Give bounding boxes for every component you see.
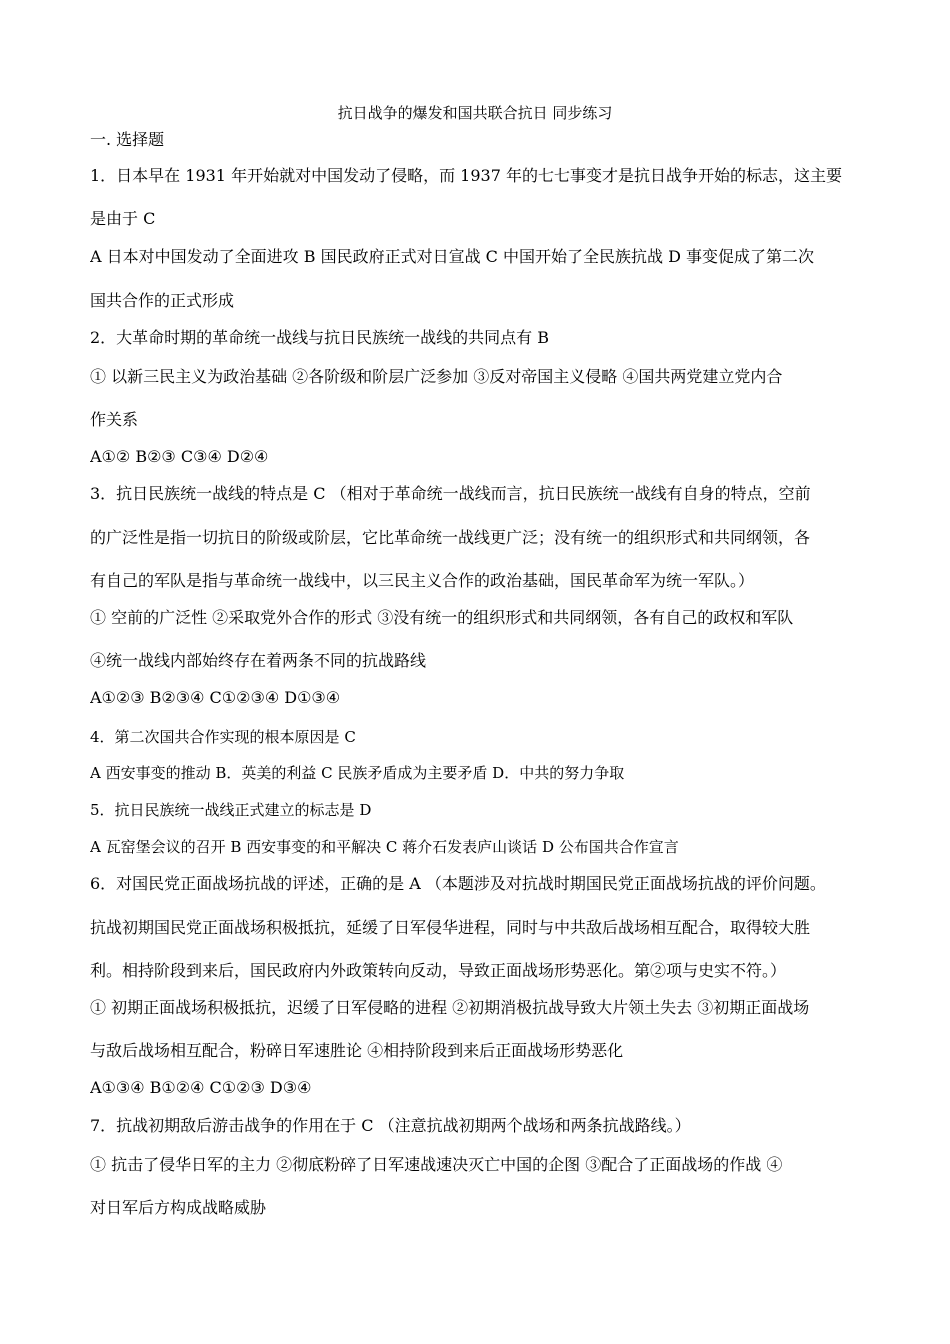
text-line: A①② B②③ C③④ D②④ bbox=[90, 447, 269, 466]
text-line: 7．抗战初期敌后游击战争的作用在于 C （注意抗战初期两个战场和两条抗战路线。） bbox=[90, 1116, 691, 1135]
text-line: ① 空前的广泛性 ②采取党外合作的形式 ③没有统一的组织形式和共同纲领，各有自己的政权和军队 bbox=[90, 608, 794, 627]
text-line: 抗战初期国民党正面战场积极抵抗，延缓了日军侵华进程，同时与中共敌后战场相互配合，取得较大胜 bbox=[90, 918, 811, 937]
text-line: 对日军后方构成战略威胁 bbox=[90, 1198, 267, 1217]
text-line: 作关系 bbox=[90, 410, 139, 429]
text-line: ① 初期正面战场积极抵抗，迟缓了日军侵略的进程 ②初期消极抗战导致大片领土失去 ③初期正面战场 bbox=[90, 998, 810, 1017]
section-heading: 一. 选择题 bbox=[90, 130, 165, 149]
text-line: A 西安事变的推动 B．英美的利益 C 民族矛盾成为主要矛盾 D．中共的努力争取 bbox=[90, 764, 625, 782]
text-line: A 瓦窑堡会议的召开 B 西安事变的和平解决 C 蒋介石发表庐山谈话 D 公布国共合作宣言 bbox=[90, 838, 679, 856]
text-line: ① 以新三民主义为政治基础 ②各阶级和阶层广泛参加 ③反对帝国主义侵略 ④国共两党建立党内合 bbox=[90, 367, 783, 386]
text-line: 2．大革命时期的革命统一战线与抗日民族统一战线的共同点有 B bbox=[90, 328, 550, 347]
text-line: 4．第二次国共合作实现的根本原因是 C bbox=[90, 728, 356, 746]
text-line: ① 抗击了侵华日军的主力 ②彻底粉碎了日军速战速决灭亡中国的企图 ③配合了正面战场的作战 ④ bbox=[90, 1155, 783, 1174]
text-line: 3．抗日民族统一战线的特点是 C （相对于革命统一战线而言，抗日民族统一战线有自身的特点，空前 bbox=[90, 484, 811, 503]
text-line: 5．抗日民族统一战线正式建立的标志是 D bbox=[90, 801, 372, 819]
text-line: 6．对国民党正面战场抗战的评述，正确的是 A （本题涉及对抗战时期国民党正面战场抗战的评价问题。 bbox=[90, 874, 826, 893]
text-line: 1．日本早在 1931 年开始就对中国发动了侵略，而 1937 年的七七事变才是抗日战争开始的标志，这主要 bbox=[90, 166, 842, 185]
text-line: 国共合作的正式形成 bbox=[90, 291, 235, 310]
text-line: A①②③ B②③④ C①②③④ D①③④ bbox=[90, 688, 341, 707]
text-line: 利。相持阶段到来后，国民政府内外政策转向反动，导致正面战场形势恶化。第②项与史实不符。） bbox=[90, 961, 787, 980]
text-line: A①③④ B①②④ C①②③ D③④ bbox=[90, 1078, 312, 1097]
document-title: 抗日战争的爆发和国共联合抗日 同步练习 bbox=[337, 104, 613, 122]
text-line: 是由于 C bbox=[90, 209, 156, 228]
text-line: 与敌后战场相互配合，粉碎日军速胜论 ④相持阶段到来后正面战场形势恶化 bbox=[90, 1041, 624, 1060]
text-line: 的广泛性是指一切抗日的阶级或阶层，它比革命统一战线更广泛；没有统一的组织形式和共同纲领，各 bbox=[90, 528, 811, 547]
text-line: 有自己的军队是指与革命统一战线中，以三民主义合作的政治基础，国民革命军为统一军队。） bbox=[90, 571, 755, 590]
text-line: ④统一战线内部始终存在着两条不同的抗战路线 bbox=[90, 651, 427, 670]
text-line: A 日本对中国发动了全面进攻 B 国民政府正式对日宣战 C 中国开始了全民族抗战 D 事变促成了第二次 bbox=[90, 247, 814, 266]
